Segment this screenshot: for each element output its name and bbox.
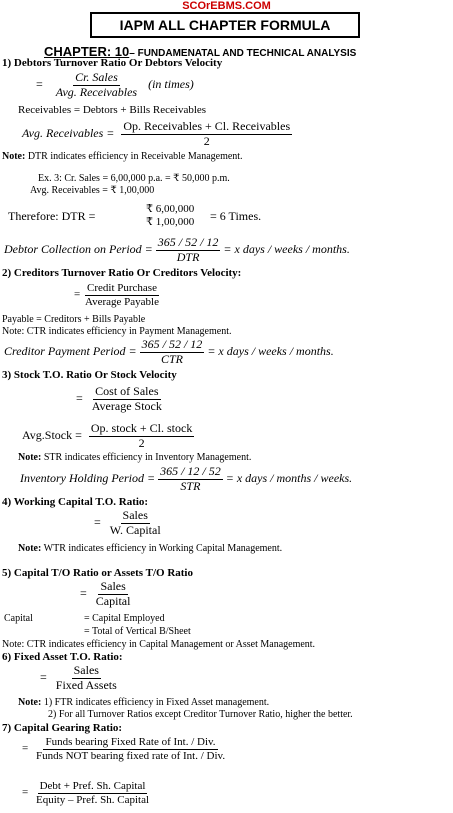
note-capital-to: Note: CTR indicates efficiency in Capital Management or Asset Management.: [2, 639, 316, 650]
formula-label: Avg. Receivables =: [22, 126, 115, 141]
dtr-numerator-value: ₹ 6,00,000: [146, 203, 195, 215]
dtr-denominator-value: ₹ 1,00,000: [146, 216, 195, 229]
wtr-formula: [94, 509, 163, 538]
gearing-formula-1: [22, 736, 227, 762]
avg-stock-fraction: [89, 422, 194, 451]
note-label: Note:: [2, 151, 26, 162]
numerator: 365 / 52 / 12: [141, 337, 203, 351]
avg-receivables-fraction: [121, 120, 292, 149]
note-text: WTR indicates efficiency in Working Capital Management.: [43, 543, 283, 554]
denominator: DTR: [176, 249, 200, 264]
equals-sign: =: [40, 670, 47, 685]
avg-stock-formula: [22, 422, 194, 451]
capital-to-formula: [80, 580, 132, 609]
dtr-result: = 6 Times.: [210, 209, 262, 223]
creditor-payment-formula: [4, 338, 334, 367]
ftr-formula: [40, 664, 119, 693]
denominator: 2: [138, 435, 145, 450]
denominator: W. Capital: [109, 522, 161, 537]
debtor-collection-formula: [4, 236, 350, 265]
equals-sign: =: [76, 391, 83, 406]
denominator: Average Stock: [91, 398, 162, 413]
denominator: Funds NOT bearing fixed rate of Int. / Div.: [35, 749, 226, 762]
numerator: Cr. Sales: [75, 70, 118, 84]
gearing-fraction-2: [34, 780, 151, 806]
str-fraction: [90, 385, 164, 414]
formula-label: Creditor Payment Period =: [4, 344, 137, 359]
equals-sign: =: [74, 288, 81, 301]
section-6-heading: 6) Fixed Asset T.O. Ratio:: [2, 651, 123, 663]
equals-sign: =: [94, 515, 101, 530]
capital-label: Capital: [4, 613, 33, 624]
numerator: Sales: [73, 663, 99, 677]
note-text: 1) FTR indicates efficiency in Fixed Asset management.: [43, 697, 270, 708]
formula-result: = x days / weeks / months.: [223, 242, 350, 257]
section-5-heading: 5) Capital T/O Ratio or Assets T/O Ratio: [2, 567, 193, 579]
section-4-heading: 4) Working Capital T.O. Ratio:: [2, 496, 149, 508]
numerator: Debt + Pref. Sh. Capital: [39, 780, 146, 792]
numerator: Op. Receivables + Cl. Receivables: [123, 119, 291, 133]
chapter-subtitle: – FUNDAMENATAL AND TECHNICAL ANALYSIS: [129, 48, 357, 59]
payment-fraction: [140, 338, 205, 367]
ctr-fraction: [83, 282, 161, 308]
denominator: STR: [180, 478, 201, 493]
section-2-heading: 2) Creditors Turnover Ratio Or Creditors Velocity:: [2, 267, 242, 279]
note-text: STR indicates efficiency in Inventory Management.: [43, 452, 252, 463]
denominator: Capital: [95, 593, 131, 608]
dtr-formula: [36, 71, 194, 100]
capital-definition-2: = Total of Vertical B/Sheet: [84, 626, 191, 637]
denominator: Avg. Receivables: [55, 84, 138, 99]
holding-fraction: [158, 465, 223, 494]
note-label: Note:: [18, 543, 42, 554]
section-7-heading: 7) Capital Gearing Ratio:: [2, 722, 123, 734]
note-text: DTR indicates efficiency in Receivable Management.: [27, 151, 243, 162]
denominator: CTR: [160, 351, 183, 366]
note-label: Note:: [18, 452, 42, 463]
denominator: Average Payable: [84, 295, 159, 308]
denominator: 2: [203, 133, 210, 148]
note-wtr: [18, 543, 282, 554]
str-formula: [76, 385, 164, 414]
page-title: IAPM ALL CHAPTER FORMULA: [90, 12, 360, 38]
equals-sign: =: [22, 742, 29, 755]
numerator: Sales: [100, 579, 126, 593]
section-3-heading: 3) Stock T.O. Ratio Or Stock Velocity: [2, 369, 177, 381]
ftr-fraction: [54, 664, 119, 693]
example-line-1: Ex. 3: Cr. Sales = 6,00,000 p.a. = ₹ 50,000 p.m.: [38, 173, 230, 184]
capital-to-fraction: [94, 580, 133, 609]
inventory-holding-formula: [20, 465, 352, 494]
capital-definition-1: = Capital Employed: [84, 613, 165, 624]
formula-result: = x days / weeks / months.: [207, 344, 334, 359]
numerator: Op. stock + Cl. stock: [90, 421, 193, 435]
example-line-2: Avg. Receivables = ₹ 1,00,000: [30, 185, 155, 196]
formula-label: Debtor Collection on Period =: [4, 242, 153, 257]
note-dtr: [2, 151, 243, 162]
formula-result: = x days / months / weeks.: [225, 471, 353, 486]
numerator: 365 / 52 / 12: [157, 235, 219, 249]
site-watermark: SCOrEBMS.COM: [182, 0, 271, 12]
ctr-formula: [74, 282, 161, 308]
numerator: Sales: [122, 508, 148, 522]
numerator: 365 / 12 / 52: [160, 464, 221, 478]
avg-receivables-formula: [22, 120, 292, 149]
payable-definition: Payable = Creditors + Bills Payable: [2, 314, 146, 325]
collection-fraction: [156, 236, 221, 265]
numerator: Cost of Sales: [95, 384, 159, 398]
unit-note: (in times): [148, 77, 194, 92]
gearing-formula-2: [22, 780, 151, 806]
dtr-fraction: [54, 71, 139, 100]
note-str: [18, 452, 251, 463]
note-ctr: Note: CTR indicates efficiency in Payment Management.: [2, 326, 232, 337]
numerator: Funds bearing Fixed Rate of Int. / Div.: [45, 736, 216, 748]
dtr-values: [146, 203, 194, 229]
receivables-definition: Receivables = Debtors + Bills Receivables: [18, 104, 207, 116]
equals-sign: =: [36, 77, 43, 92]
note-ftr-2: 2) For all Turnover Ratios except Creditor Turnover Ratio, higher the better.: [48, 709, 353, 720]
wtr-fraction: [108, 509, 163, 538]
note-ftr-1: [18, 697, 269, 708]
section-1-heading: 1) Debtors Turnover Ratio Or Debtors Velocity: [2, 57, 223, 69]
denominator: Fixed Assets: [55, 677, 117, 692]
equals-sign: =: [22, 786, 29, 799]
denominator: Equity – Pref. Sh. Capital: [35, 793, 150, 806]
chapter-label: CHAPTER: 10: [44, 44, 130, 59]
formula-label: Inventory Holding Period =: [20, 471, 156, 486]
formula-label: Avg.Stock =: [22, 428, 82, 443]
numerator: Credit Purchase: [87, 282, 157, 294]
therefore-label: Therefore: DTR =: [8, 209, 96, 223]
note-label: Note:: [18, 697, 42, 708]
equals-sign: =: [80, 586, 87, 601]
gearing-fraction-1: [34, 736, 227, 762]
